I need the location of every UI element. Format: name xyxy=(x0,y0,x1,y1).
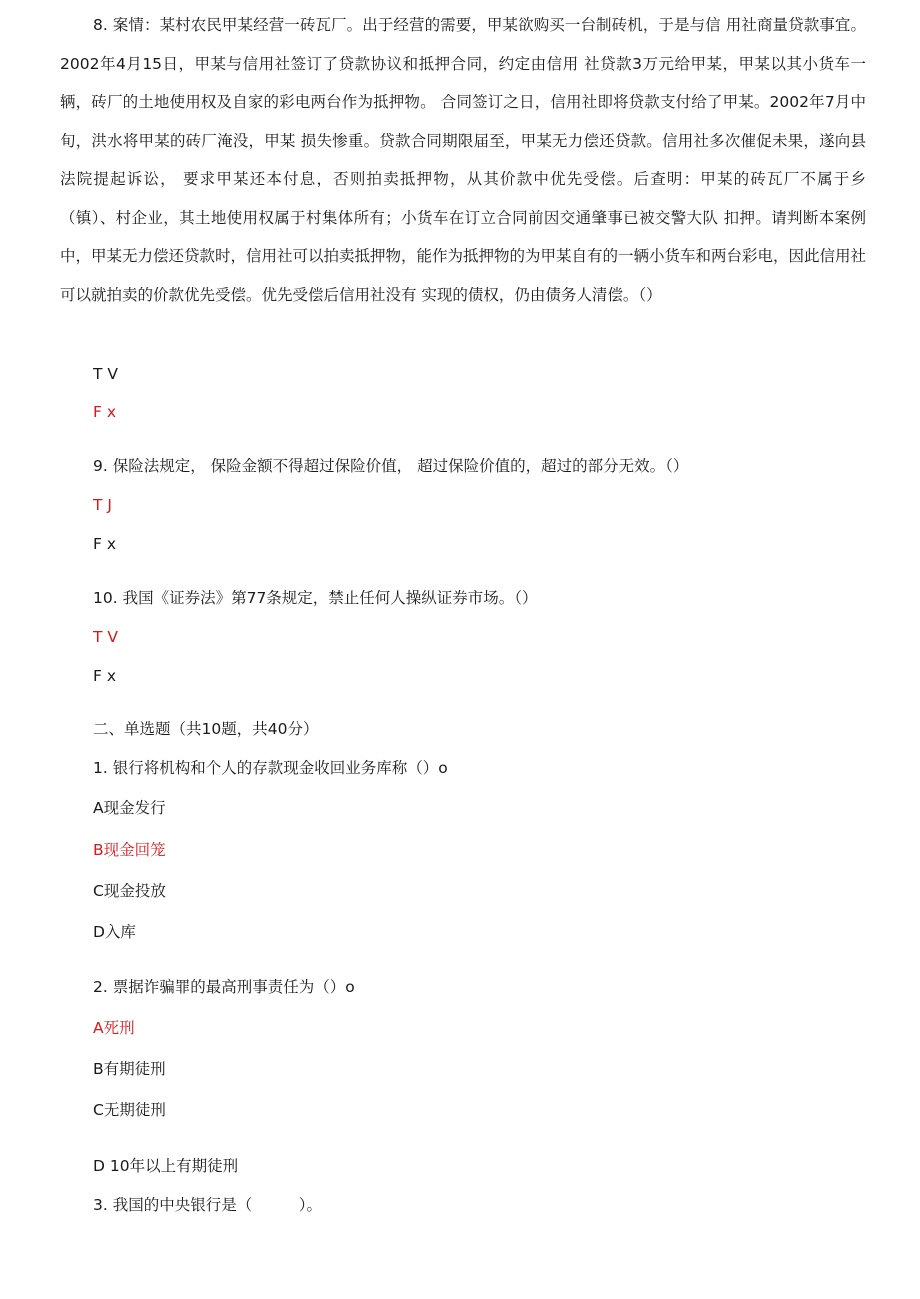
s1-option-d: D入库 xyxy=(93,923,136,941)
q10-option-false: F x xyxy=(93,667,117,685)
s1-option-b-answer: B现金回笼 xyxy=(93,841,166,859)
s2-option-a-answer: A死刑 xyxy=(93,1019,135,1037)
s2-option-c: C无期徒刑 xyxy=(93,1101,166,1119)
q9-option-true-answer: T J xyxy=(93,496,112,514)
s1-option-c: C现金投放 xyxy=(93,882,166,900)
q8-option-false-answer: F x xyxy=(93,403,117,421)
question-8-case-text xyxy=(60,6,866,314)
s2-option-b: B有期徒刑 xyxy=(93,1060,166,1078)
single-question-3-text: 3. 我国的中央银行是（ ）。 xyxy=(93,1196,322,1214)
single-question-1-text: 1. 银行将机构和个人的存款现金收回业务库称（）o xyxy=(93,759,448,777)
s1-option-a: A现金发行 xyxy=(93,799,166,817)
question-10-text: 10. 我国《证券法》第77条规定，禁止任何人操纵证券市场。（） xyxy=(93,589,538,607)
s2-option-d: D 10年以上有期徒刑 xyxy=(93,1157,239,1175)
question-9-text: 9. 保险法规定， 保险金额不得超过保险价值， 超过保险价值的，超过的部分无效。（） xyxy=(93,457,689,475)
q9-option-false: F x xyxy=(93,535,117,553)
q8-option-true: T V xyxy=(93,365,118,383)
single-question-2-text: 2. 票据诈骗罪的最高刑事责任为（）o xyxy=(93,978,355,996)
q10-option-true-answer: T V xyxy=(93,628,118,646)
question-8-text: 8. 案情：某村农民甲某经营一砖瓦厂。出于经营的需要，甲某欲购买一台制砖机，于是与信 用社商量贷款事宜。2002年4月15日，甲某与信用社签订了贷款协议和抵押合同，约定由信用 社贷款3万元给甲某，甲某以其小货车一辆，砖厂的土地使用权及自家的彩电两台作为抵押物。 合同签订之日，信用社即将贷款支付给了甲某。2002年7月中旬，洪水将甲某的砖厂淹没，甲某 损失惨重。贷款合同期限届至，甲某无力偿还贷款。信用社多次催促未果，遂向县法院提起诉讼， 要求甲某还本付息，否则拍卖抵押物，从其价款中优先受偿。后查明：甲某的砖瓦厂不属于乡 （镇）、村企业，其土地使用权属于村集体所有；小货车在订立合同前因交通肇事已被交警大队 扣押。请判断本案例中，甲某无力偿还贷款时，信用社可以拍卖抵押物，能作为抵押物的为甲某自有的一辆小货车和两台彩电，因此信用社可以就拍卖的价款优先受偿。优先受偿后信用社没有 实现的债权，仍由债务人清偿。（） xyxy=(60,16,867,304)
section-heading-single-choice: 二、单选题（共10题，共40分） xyxy=(93,720,319,738)
